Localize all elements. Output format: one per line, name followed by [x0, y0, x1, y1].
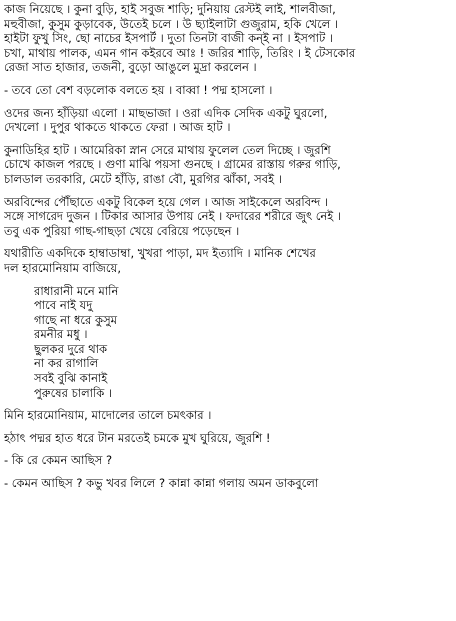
- paragraph-2: [4, 83, 454, 98]
- paragraph-gap: [4, 445, 454, 453]
- paragraph-gap: [4, 135, 454, 143]
- text-line: হঠাৎ পদ্মর হাত ধরে টান মরতেই চমকে মুখ ঘুরিয়ে, জুরশি !: [4, 430, 271, 445]
- paragraph-gap: [4, 423, 454, 431]
- text-line: দেখলো । দুপুর থাকতে থাকতে ফেরা । আজ হাট ।: [4, 120, 231, 135]
- paragraph-9: [4, 431, 454, 446]
- text-line: কুনাডিহির হাট । আমেরিকা স্নান সেরে মাথায় ফুলেল তেল দিচ্ছে । জুরশি: [4, 142, 331, 157]
- text-line: রেজা সাত হাজার, তজনী, বুড়ো আঙুলে মুদ্রা করলেন ।: [4, 60, 257, 75]
- paragraph-3: [4, 106, 454, 135]
- text-line: চোখে কাজল পরছে । গুণা মাঝি পয়সা গুনছে । গ্রামের রাস্তায় গরুর গাড়ি,: [4, 157, 341, 172]
- text-line: তবু এক পুরিয়া গাছ-গাছড়া খেয়ে বেরিয়ে পড়েছেন ।: [4, 223, 240, 238]
- paragraph-gap: [4, 400, 454, 408]
- text-line: সঙ্গে সাগরেদ দুজন । টিকার আসার উপায় নেই । ফদারের শরীরে জুৎ নেই ।: [4, 209, 342, 224]
- text-line: অরবিন্দের পৌঁছাতে একটু বিকেল হয়ে গেল । আজ সাইকেলে অরবিন্দ ।: [4, 194, 329, 209]
- paragraph-gap: [4, 187, 454, 195]
- verse-line: পুরুষের চালাকি ।: [34, 385, 113, 400]
- verse-line: গাছে না ধরে কুসুম: [34, 312, 118, 327]
- verse-line: রাধারানী মনে মানি: [34, 283, 119, 298]
- paragraph-5: [4, 195, 454, 239]
- text-line: যথারীতি একদিকে হাম্বাডাম্বা, খুখরা পাড়া, মদ ইত্যাদি । মানিক শেখের: [4, 246, 316, 261]
- verse-line: না কর রাগালি: [34, 356, 99, 371]
- dialogue-line: - কি রে কেমন আছিস ?: [4, 453, 113, 468]
- text-line: চালডাল তরকারি, মেটে হাঁড়ি, রাঙা বৌ, মুরগির ঝাঁকা, সবই ।: [4, 171, 282, 186]
- document-page: [4, 2, 454, 491]
- text-line: হাইটা ফুখু সিং, ছো নাচের ইসপার্ট । দুতা তিনটা বাজী কন্ই না । ইসপাট ।: [4, 31, 334, 46]
- dialogue-line: - তবে তো বেশ বড়লোক বলতে হয় । বাব্বা ! পদ্ম হাসলো ।: [4, 82, 273, 97]
- paragraph-gap: [4, 468, 454, 476]
- song-verse: [4, 284, 454, 401]
- dialogue-line: - কেমন আছিস ? কভু খবর লিলে ? কান্না কান্না গলায় অমন ডাকবুলো: [4, 476, 319, 491]
- paragraph-10: [4, 453, 454, 468]
- paragraph-gap: [4, 75, 454, 83]
- paragraph-1: [4, 2, 454, 75]
- paragraph-8: [4, 408, 454, 423]
- paragraph-11: [4, 476, 454, 491]
- text-line: কাজ নিয়েছে । কুনা বুড়ি, হাই সবুজ শাড়ি; দুনিয়ায় রেস্টই লাই, শালবীজা,: [4, 2, 336, 16]
- text-line: মহুবীজা, কুসুম কুড়াবেক, উতেই চলে । উ ছ্যাইলাটা গুজুরাম, হকি খেলে ।: [4, 16, 339, 31]
- verse-line: ছুলকর দুরে থাক: [34, 341, 108, 356]
- text-line: চখা, মাথায় পালক, এমন গান কইরবে আঃ ! জরির শাড়ি, তিরিং । ই টেসকোর: [4, 45, 356, 60]
- text-line: দল হারমোনিয়াম বাজিয়ে,: [4, 260, 121, 275]
- verse-line: সবই বুঝি কানাই: [34, 371, 108, 386]
- paragraph-gap: [4, 238, 454, 246]
- verse-line: রমনীর মধু ।: [34, 327, 88, 342]
- paragraph-4: [4, 143, 454, 187]
- paragraph-6: [4, 246, 454, 275]
- paragraph-gap: [4, 98, 454, 106]
- verse-line: পাবে নাই যদু: [34, 298, 93, 313]
- text-line: মিনি হারমোনিয়াম, মাদোলের তালে চমৎকার ।: [4, 408, 212, 423]
- paragraph-gap: [4, 276, 454, 284]
- text-line: ওদের জন্য হাঁড়িয়া এলো । মাছভাজা । ওরা এদিক সেদিক একটু ঘুরলো,: [4, 105, 328, 120]
